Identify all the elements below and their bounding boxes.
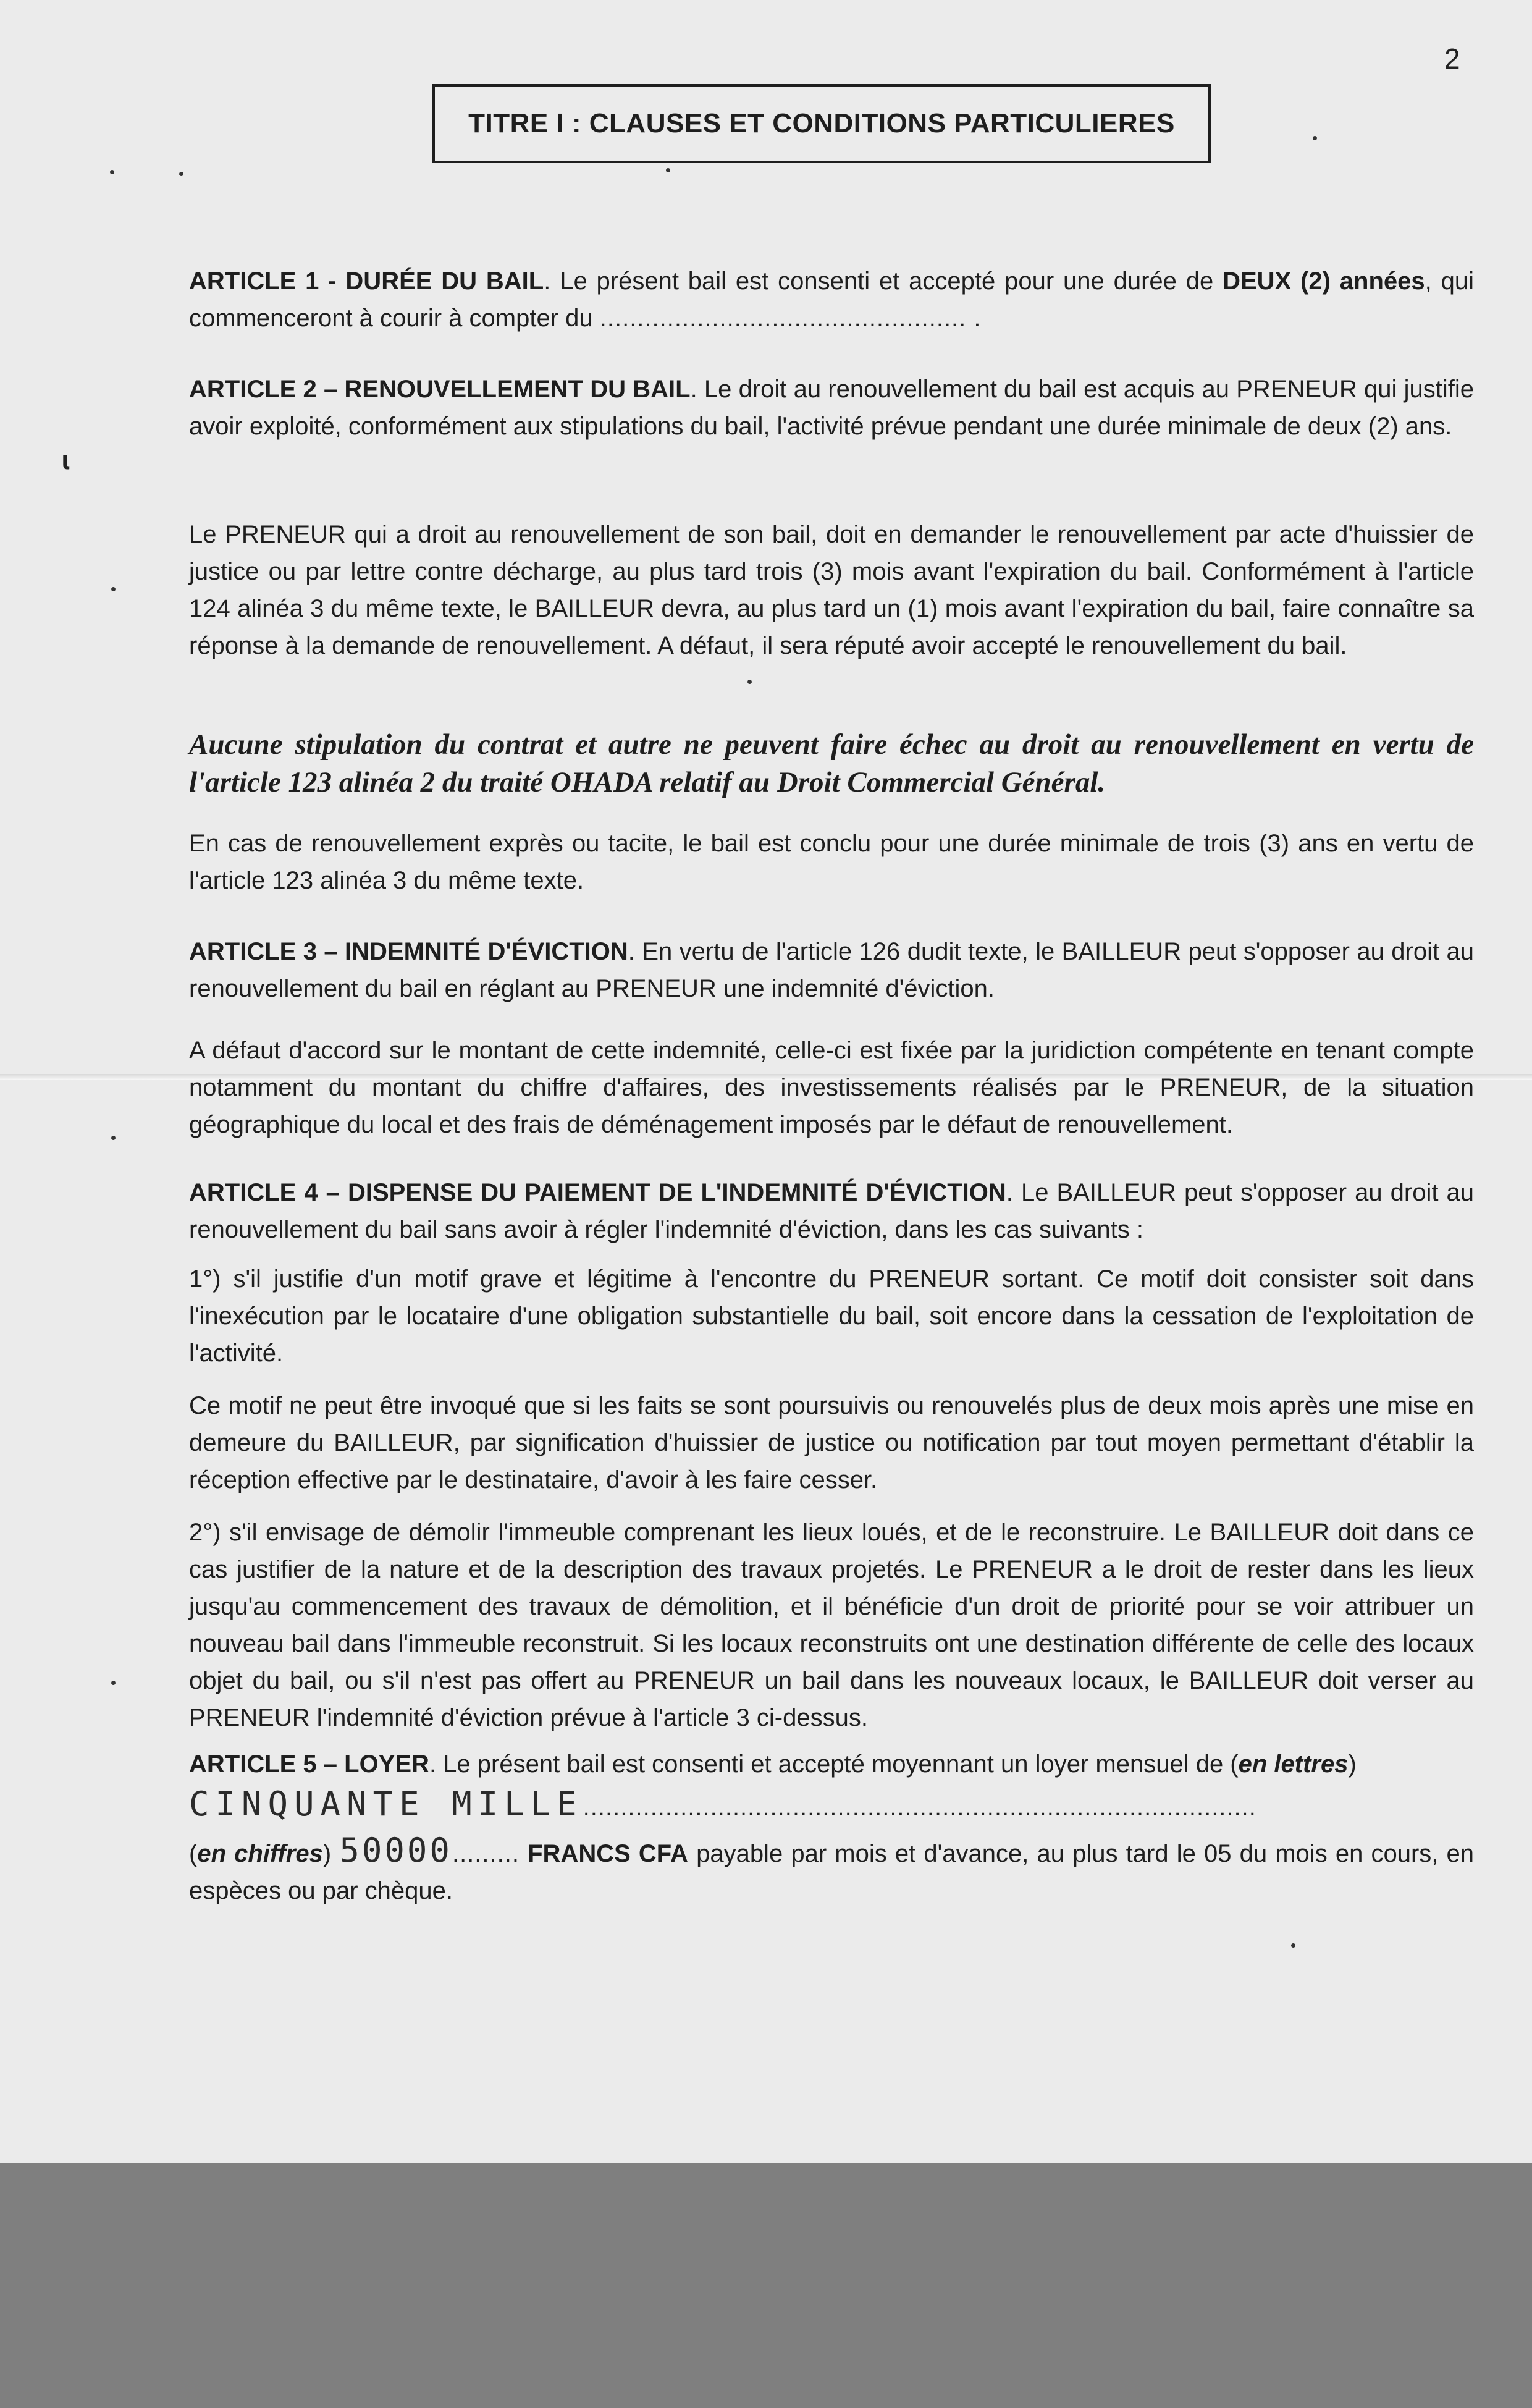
rent-figures-open-paren: ( xyxy=(189,1840,198,1867)
scan-speck xyxy=(111,1681,116,1685)
article-4-heading: ARTICLE 4 – DISPENSE DU PAIEMENT DE L'INDEMNITÉ D'ÉVICTION xyxy=(189,1179,1006,1206)
margin-mark: ɩ xyxy=(62,445,70,475)
scan-speck xyxy=(1291,1943,1295,1948)
scan-speck xyxy=(111,587,116,591)
article-1-text-b: , qui commenceront à courir à compter du xyxy=(189,268,1474,332)
article-2-paragraph-4: En cas de renouvellement exprès ou tacite, le bail est conclu pour une durée minimale de trois (3) ans en vertu de l'article 123 alinéa 3 du même texte. xyxy=(189,830,1474,894)
article-2-italic-clause: Aucune stipulation du contrat et autre ne peuvent faire échec au droit au renouvellement en vertu de l'article 123 alinéa 2 du traité OHADA relatif au Droit Commercial Général. xyxy=(189,729,1474,798)
article-4-case-1-condition: Ce motif ne peut être invoqué que si les faits se sont poursuivis ou renouvelés plus de deux mois après une mise en demeure du BAILLEUR, par signification d'huissier de justice ou notification par tout moyen permettant d'établir la réception effective par le destinataire, d'avoir à les faire cesser. xyxy=(189,1392,1474,1493)
article-1-heading: ARTICLE 1 - DURÉE DU BAIL xyxy=(189,268,544,295)
article-4-case-1: 1°) s'il justifie d'un motif grave et légitime à l'encontre du PRENEUR sortant. Ce motif doit consister soit dans l'inexécution par le locataire d'une obligation substantielle du bail, soit encore dans la cessation de l'exploitation de l'activité. xyxy=(189,1265,1474,1367)
article-5-heading: ARTICLE 5 – LOYER xyxy=(189,1751,429,1778)
rent-currency: FRANCS CFA xyxy=(519,1840,688,1867)
article-3-paragraph-2: A défaut d'accord sur le montant de cette indemnité, celle-ci est fixée par la juridiction compétente en tenant compte notamment du montant du chiffre d'affaires, des investissements réalisés par le PRENEUR, de la situation géographique du local et des frais de déménagement imposés par le défaut de renouvellement. xyxy=(189,1037,1474,1138)
article-1 xyxy=(189,263,1474,337)
article-3-heading: ARTICLE 3 – INDEMNITÉ D'ÉVICTION xyxy=(189,938,628,965)
rent-in-figures-label: en chiffres xyxy=(197,1840,323,1867)
page-number: 2 xyxy=(1444,43,1460,75)
rent-in-letters-label: en lettres xyxy=(1238,1751,1349,1778)
article-4-case-2: 2°) s'il envisage de démolir l'immeuble comprenant les lieux loués, et de le reconstruire. Le BAILLEUR doit dans ce cas justifier de la nature et de la description des travaux projetés. Le PRENEUR a le droit de rester dans les lieux jusqu'au commencement des travaux de démolition, et il bénéficie d'un droit de priorité pour se voir attribuer un nouveau bail dans l'immeuble reconstruit. Si les locaux reconstruits ont une destination différente de celle des locaux objet du bail, ou s'il n'est pas offert au PRENEUR un bail dans les nouveaux locaux, le BAILLEUR doit verser au PRENEUR l'indemnité d'éviction prévue à l'article 3 ci-dessus. xyxy=(189,1519,1474,1731)
page-title: TITRE I : CLAUSES ET CONDITIONS PARTICULIERES xyxy=(432,84,1211,163)
article-5-payment-terms: payable par mois et d'avance, au plus tard le 05 du mois en cours, en espèces ou par chèque. xyxy=(189,1840,1475,1904)
rent-figures-close-paren: ) xyxy=(322,1840,340,1867)
scan-speck xyxy=(179,172,183,176)
article-3-text: . En vertu de l'article 126 dudit texte, le BAILLEUR peut s'opposer au droit au renouvellement du bail en réglant au PRENEUR une indemnité d'éviction. xyxy=(189,938,1474,1002)
scan-speck xyxy=(1313,136,1317,140)
article-2-heading: ARTICLE 2 – RENOUVELLEMENT DU BAIL xyxy=(189,376,691,403)
article-5 xyxy=(189,1746,1474,1783)
rent-in-letters-handwritten: CINQUANTE MILLE xyxy=(189,1786,583,1823)
article-4 xyxy=(189,1174,1474,1248)
rent-in-letters-dots: .......................................................................................... xyxy=(583,1794,1256,1821)
article-3 xyxy=(189,933,1474,1007)
article-5-close-paren: ) xyxy=(1348,1751,1357,1778)
rent-in-letters-line xyxy=(189,1786,1474,1826)
rent-in-figures-handwritten: 50000 xyxy=(339,1831,452,1870)
article-2-text: . Le droit au renouvellement du bail est acquis au PRENEUR qui justifie avoir exploité, conformément aux stipulations du bail, l'activité prévue pendant une durée minimale de deux (2) ans. xyxy=(189,376,1474,440)
article-1-text-a: . Le présent bail est consenti et accepté pour une durée de xyxy=(544,268,1223,295)
scan-speck xyxy=(666,168,670,172)
article-1-duration: DEUX (2) années xyxy=(1223,268,1425,295)
article-2-paragraph-2: Le PRENEUR qui a droit au renouvellement de son bail, doit en demander le renouvellement par acte d'huissier de justice ou par lettre contre décharge, au plus tard trois (3) mois avant l'expiration du bail. Conformément à l'article 124 alinéa 3 du même texte, le BAILLEUR devra, au plus tard un (1) mois avant l'expiration du bail, faire connaître sa réponse à la demande de renouvellement. A défaut, il sera réputé avoir accepté le renouvellement du bail. xyxy=(189,521,1474,659)
article-5-text: . Le présent bail est consenti et accepté moyennant un loyer mensuel de ( xyxy=(429,1751,1239,1778)
scan-speck xyxy=(111,1136,116,1140)
rent-in-figures-line xyxy=(189,1832,1474,1909)
article-2 xyxy=(189,371,1474,445)
article-1-start-date-blank: ................................................. . xyxy=(599,305,982,332)
scan-speck xyxy=(747,680,752,684)
scan-speck xyxy=(110,170,114,174)
article-4-text: . Le BAILLEUR peut s'opposer au droit au renouvellement du bail sans avoir à régler l'indemnité d'éviction, dans les cas suivants : xyxy=(189,1179,1474,1243)
rent-in-figures-dots: ......... xyxy=(452,1840,520,1867)
